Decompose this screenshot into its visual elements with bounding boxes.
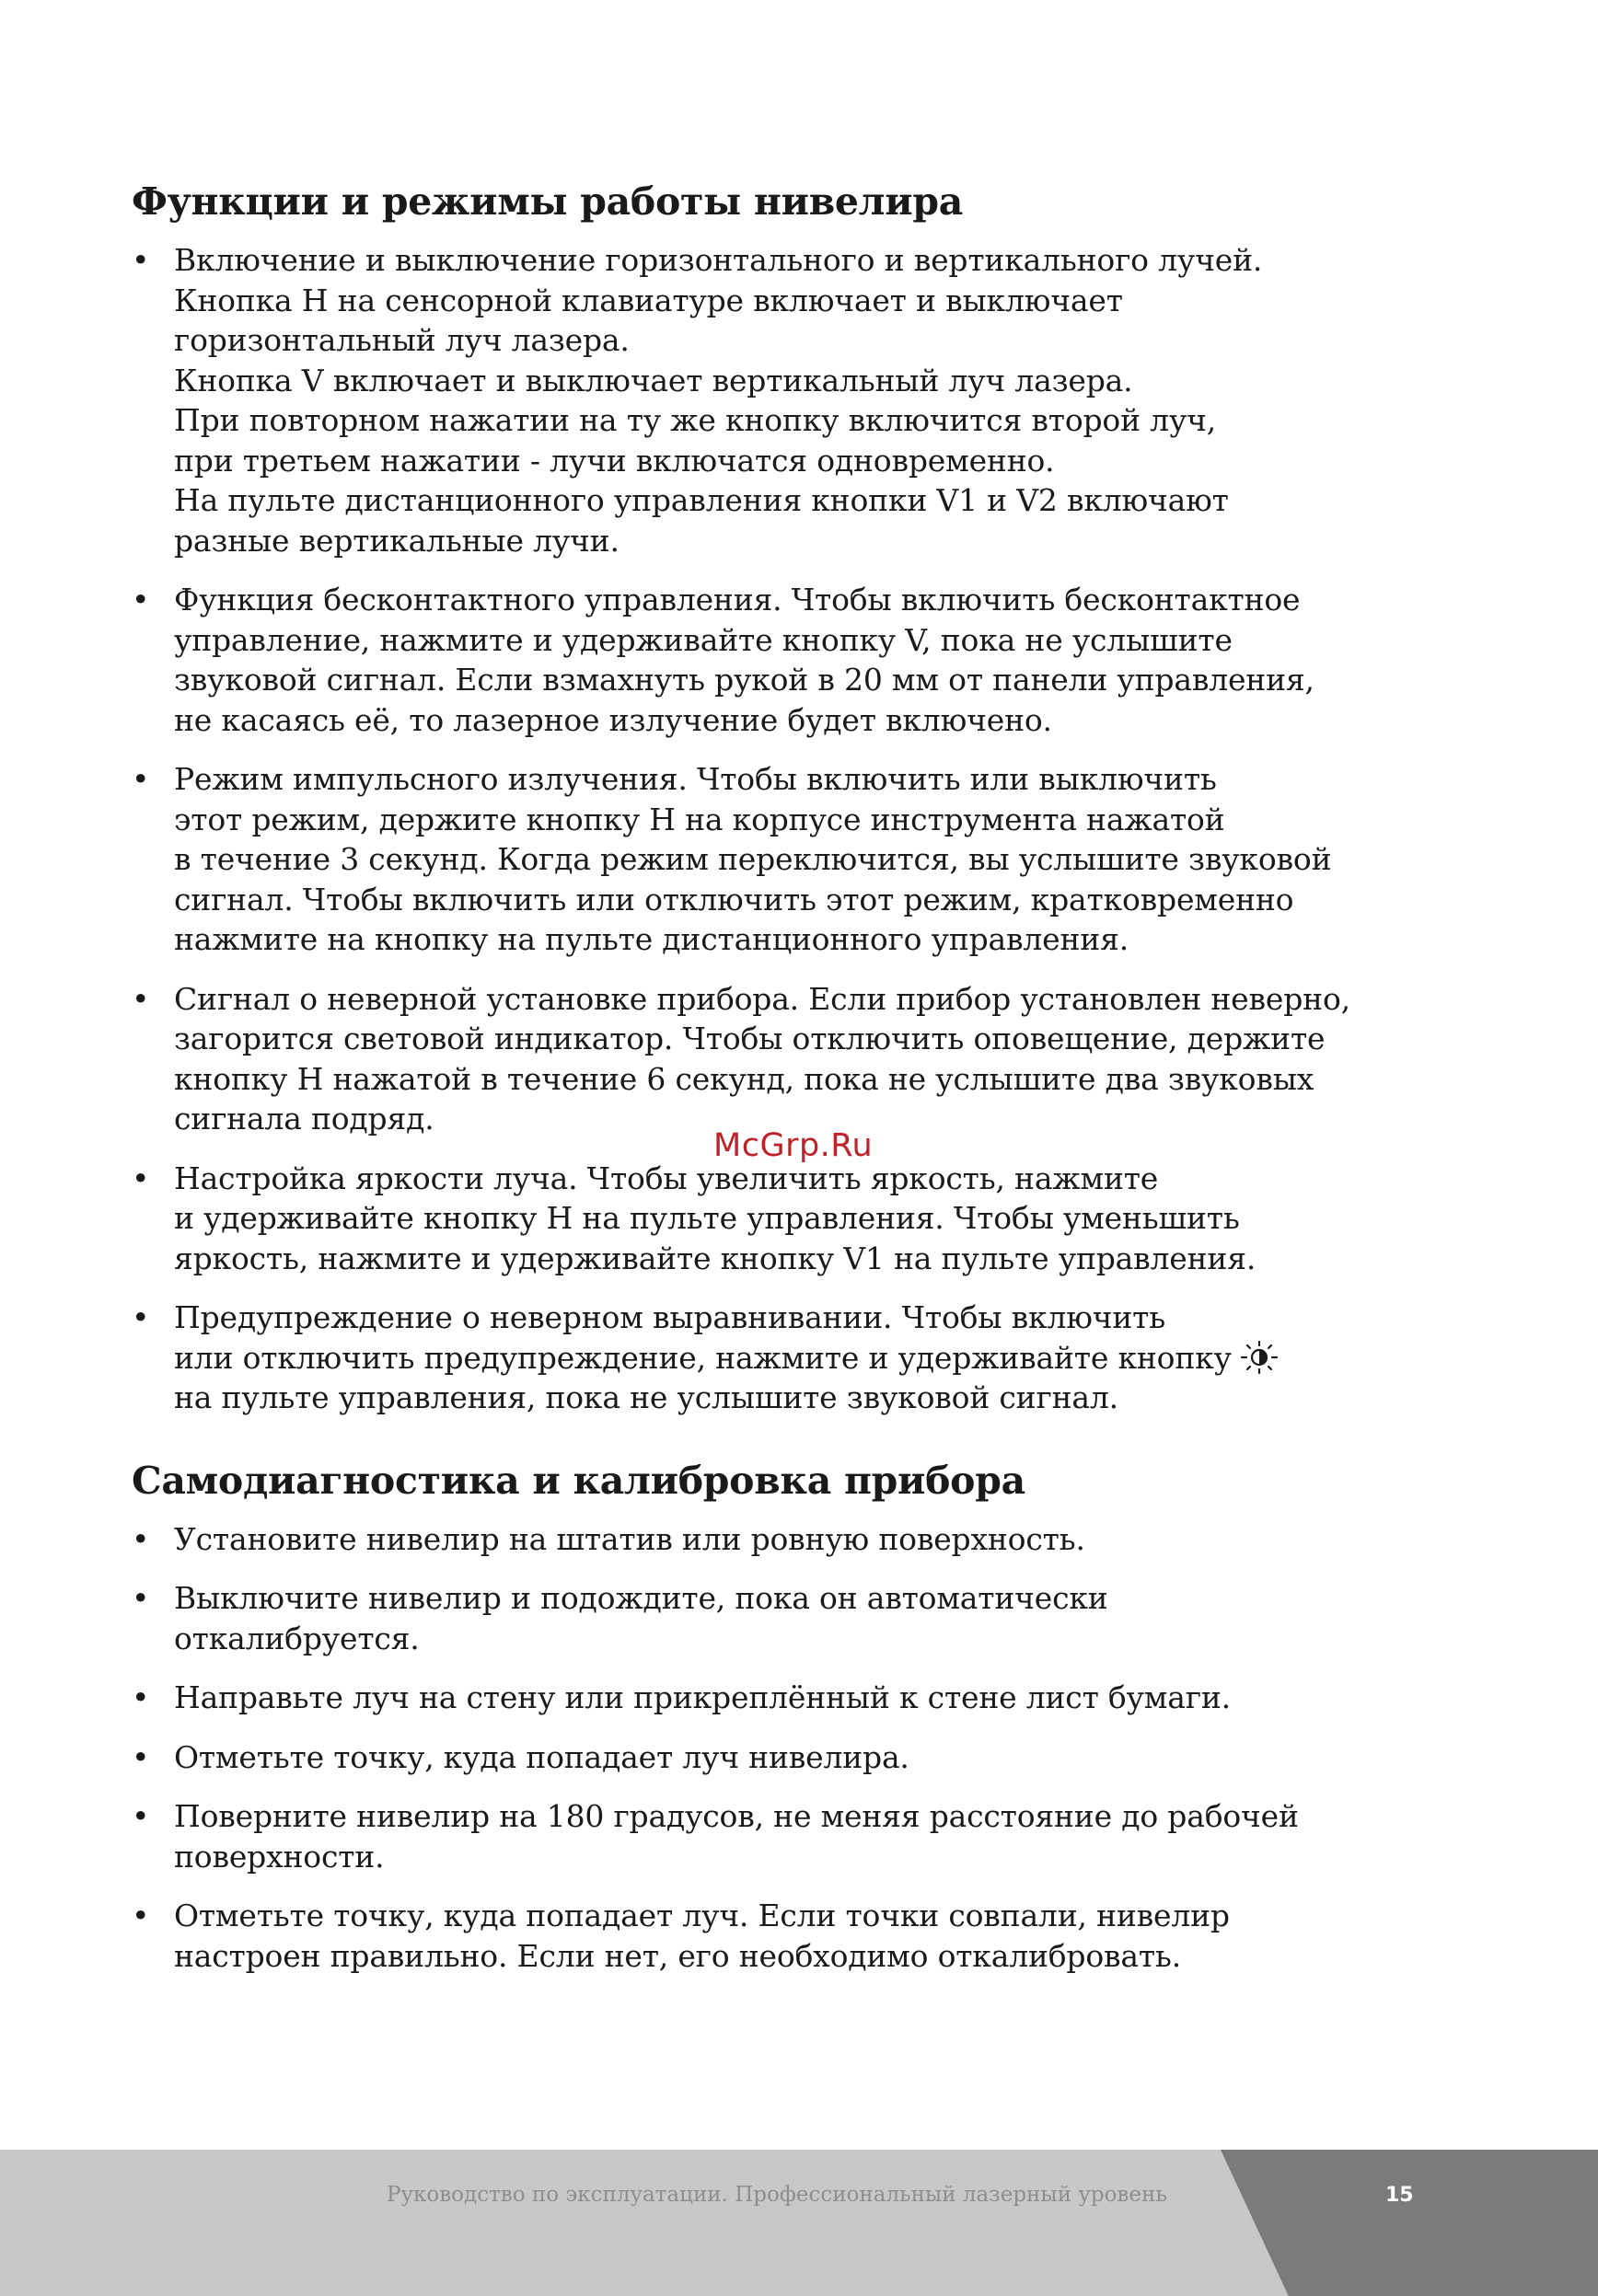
list-item-line: Настройка яркости луча. Чтобы увеличить яркость, нажмите [174,1160,1159,1196]
list-item-line: Режим импульсного излучения. Чтобы включить или выключить [174,761,1217,797]
list-item-line: Включение и выключение горизонтального и вертикального лучей. [174,242,1263,278]
list-item-line: настроен правильно. Если нет, его необходимо откалибровать. [174,1937,1181,1974]
bullet: • [132,980,150,1017]
footer-dark-band [1221,2150,1598,2296]
diagnostics-list [132,1519,1466,1977]
bullet: • [132,1580,150,1616]
section-title-functions: Функции и режимы работы нивелира [132,179,964,224]
section-functions [132,179,1466,1418]
list-item [132,580,1466,740]
list-item [132,1298,1466,1418]
list-item [132,1578,1466,1658]
section-diagnostics [132,1459,1466,1977]
list-item-text: или отключить предупреждение, нажмите и удерживайте кнопку [174,1339,1232,1376]
list-item-line: Отметьте точку, куда попадает луч. Если точки совпали, нивелир [174,1898,1230,1933]
list-item-line: Функция бесконтактного управления. Чтобы включить бесконтактное [174,582,1301,617]
footer-title: Руководство по эксплуатации. Профессиональный лазерный уровень [387,2183,1167,2207]
list-item [132,1519,1466,1560]
page-content [132,179,1466,1995]
list-item-line: поверхности. [174,1838,385,1875]
list-item-line: откалибруется. [174,1620,420,1656]
bullet: • [132,242,150,278]
list-item-line: Сигнал о неверной установке прибора. Если прибор установлен неверно, [174,980,1350,1017]
list-item-line: на пульте управления, пока не услышите звуковой сигнал. [174,1379,1118,1415]
list-item [132,1678,1466,1718]
page-footer [0,2150,1598,2296]
list-item-line: Предупреждение о неверном выравнивании. Чтобы включить [174,1299,1165,1335]
bullet: • [132,1898,150,1933]
list-item-line: нажмите на кнопку на пульте дистанционного управления. [174,921,1129,957]
list-item [132,759,1466,960]
list-item-line: Направьте луч на стену или прикреплённый к стене лист бумаги. [174,1679,1231,1715]
bullet: • [132,1798,150,1834]
list-item-line: Кнопка H на сенсорной клавиатуре включает и выключает [174,282,1123,318]
list-item-line: управление, нажмите и удерживайте кнопку V, пока не услышите [174,621,1233,658]
list-item-line: Поверните нивелир на 180 градусов, не меняя расстояние до рабочей [174,1798,1299,1834]
page-number: 15 [1385,2184,1414,2207]
list-item-line: в течение 3 секунд. Когда режим переключится, вы услышите звуковой [174,841,1332,877]
list-item [132,1796,1466,1876]
bullet: • [132,582,150,617]
list-item-line: кнопку H нажатой в течение 6 секунд, пока не услышите два звуковых [174,1060,1314,1097]
list-item [132,1159,1466,1279]
brightness-icon [1239,1341,1280,1374]
list-item-line: загорится световой индикатор. Чтобы отключить оповещение, держите [174,1021,1326,1056]
bullet: • [132,1299,150,1335]
bullet: • [132,761,150,797]
list-item-line: не касаясь её, то лазерное излучение будет включено. [174,701,1052,738]
list-item [132,979,1466,1139]
watermark: McGrp.Ru [713,1127,874,1164]
functions-list [132,240,1466,1418]
section-title-diagnostics: Самодиагностика и калибровка прибора [132,1458,1025,1503]
list-item-line [174,1338,1466,1379]
bullet: • [132,1160,150,1196]
list-item-line: горизонтальный луч лазера. [174,322,630,358]
bullet: • [132,1679,150,1715]
list-item-line: звуковой сигнал. Если взмахнуть рукой в 20 мм от панели управления, [174,662,1314,698]
list-item [132,240,1466,560]
list-item-line: На пульте дистанционного управления кнопки V1 и V2 включают [174,482,1229,518]
bullet: • [132,1738,150,1775]
list-item-line: сигнала подряд. [174,1101,434,1136]
list-item [132,1896,1466,1976]
list-item-line: При повторном нажатии на ту же кнопку включится второй луч, [174,402,1217,438]
list-item-line: разные вертикальные лучи. [174,522,620,559]
list-item-line: при третьем нажатии - лучи включатся одновременно. [174,442,1055,479]
list-item-line: яркость, нажмите и удерживайте кнопку V1 на пульте управления. [174,1240,1256,1276]
list-item-line: Отметьте точку, куда попадает луч нивелира. [174,1738,909,1775]
list-item-line: Выключите нивелир и подождите, пока он автоматически [174,1580,1108,1616]
list-item-line: Установите нивелир на штатив или ровную поверхность. [174,1520,1085,1557]
list-item-line: этот режим, держите кнопку H на корпусе инструмента нажатой [174,801,1225,837]
list-item-line: сигнал. Чтобы включить или отключить этот режим, кратковременно [174,881,1294,917]
list-item-line: и удерживайте кнопку H на пульте управления. Чтобы уменьшить [174,1200,1240,1236]
list-item-line: Кнопка V включает и выключает вертикальный луч лазера. [174,362,1133,398]
list-item [132,1737,1466,1778]
bullet: • [132,1520,150,1557]
